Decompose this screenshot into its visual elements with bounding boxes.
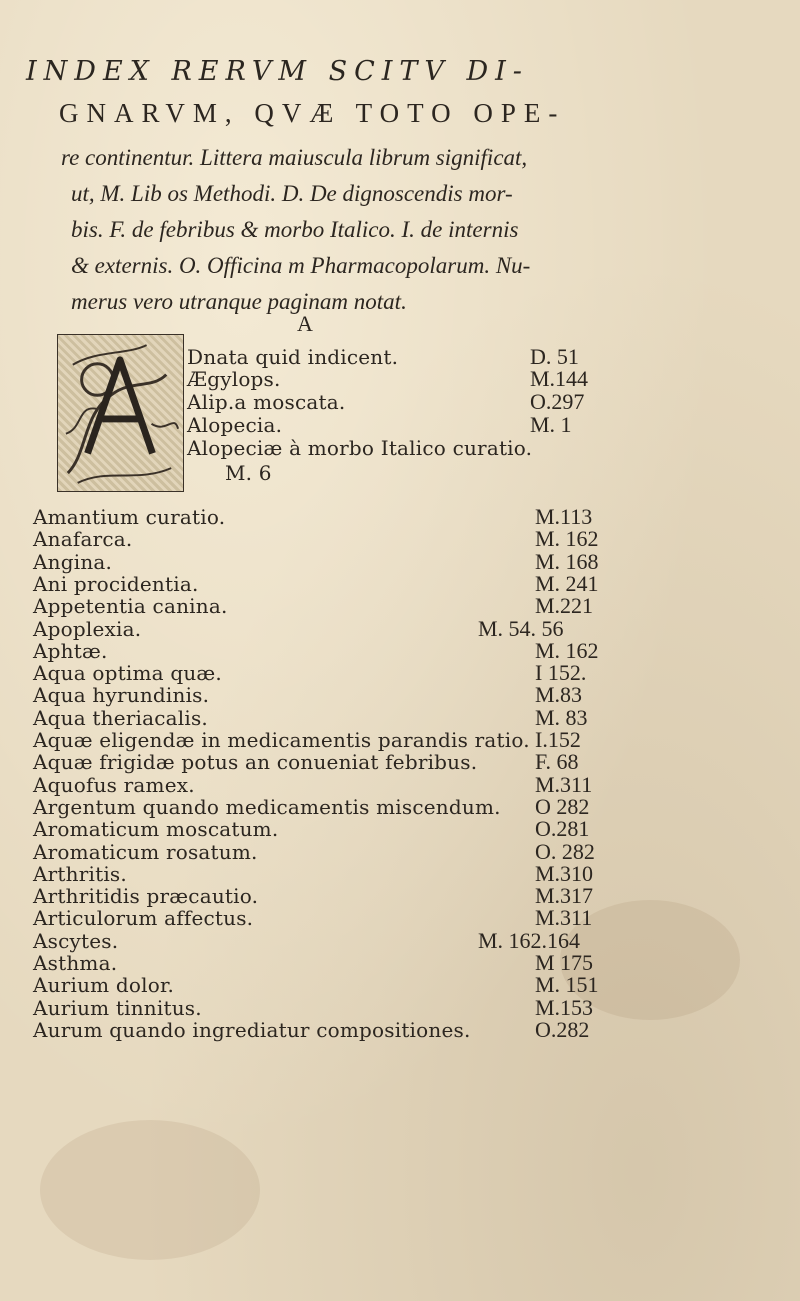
index-entry-term: M. 6 [225,461,272,485]
index-entry-term: Aquæ eligendæ in medicamentis parandis ratio. [33,728,530,752]
paper-stain [40,1120,260,1260]
index-entry-term: Ægylops. [187,367,281,391]
index-entry-ref: M. 54. 56 [478,615,564,641]
index-entry-ref: M.311 [535,771,593,797]
header-intro-line: ut, M. Lib os Methodi. D. De dignoscendis mor- [71,181,513,206]
index-entry-term: Anafarca. [33,527,133,552]
index-entry-ref: O.282 [535,1016,590,1042]
index-entry-ref: O.281 [535,816,590,842]
index-entry-term: Aphtæ. [33,638,108,663]
index-entry-ref: M. 162 [535,526,599,552]
index-entry-ref: M. 83 [535,704,588,730]
section-letter: A [297,311,313,336]
index-entry-term: Aurum quando ingrediatur compositiones. [33,1017,471,1042]
index-entry-term: Aqua hyrundinis. [33,683,210,708]
index-entry-ref: O. 282 [535,838,595,864]
index-entry-term: Aquæ frigidæ potus an conueniat febribus. [33,750,478,775]
index-entry-term: Asthma. [33,951,118,975]
index-entry-ref: M.221 [535,593,594,619]
index-entry-ref: M. 1 [530,412,572,437]
index-entry-term: Alopeciæ à morbo Italico curatio. [187,436,533,460]
index-entry-ref: M.113 [535,504,593,529]
index-entry-term: Aquofus ramex. [33,772,195,797]
header-title-line: GNARVM, QVÆ TOTO OPE- [59,98,566,128]
header-title-line: INDEX RERVM SCITV DI- [26,56,529,87]
index-entry-term: Arthritis. [33,861,127,886]
index-entry-ref: I.152 [535,727,581,752]
index-entry-term: Aqua optima quæ. [33,661,222,686]
ornamental-initial-A-icon [57,334,184,492]
index-entry-ref: I 152. [535,660,587,686]
index-entry-ref: O 282 [535,793,590,819]
index-entry-term: Apoplexia. [33,616,142,641]
header-intro-line: & externis. O. Officina m Pharmacopolarum. Nu- [71,253,531,278]
index-entry-term: Aromaticum rosatum. [33,839,258,864]
index-entry-term: Alopecia. [187,413,283,437]
index-entry-term: Amantium curatio. [33,505,226,529]
header-intro-line: merus vero utranque paginam notat. [71,289,407,314]
index-entry-ref: O.297 [530,389,585,414]
index-entry-ref: M.310 [535,860,594,886]
index-header [26,58,756,320]
index-entry-ref: M.83 [535,682,583,708]
index-entry-term: Ascytes. [33,928,119,953]
index-entry-term: Appetentia canina. [33,594,228,619]
index-entry-ref: M. 151 [535,972,599,998]
header-intro-line: bis. F. de febribus & morbo Italico. I. de internis [71,217,519,242]
index-entry-ref: M. 241 [535,570,599,596]
index-entry-ref: M.153 [535,994,594,1020]
index-entry-term: Articulorum affectus. [33,906,254,931]
index-entry-ref: M.311 [535,905,593,931]
index-entry-ref: M 175 [535,950,594,975]
index-entry-ref: D. 51 [530,344,579,369]
index-entry-term: Aromaticum moscatum. [33,817,279,842]
index-entry-term: Angina. [33,549,113,574]
index-entry-term: Arthritidis præcautio. [33,884,259,909]
index-entry-ref: M. 162.164 [478,927,581,953]
index-entry-term: Argentum quando medicamentis miscendum. [33,794,501,819]
index-entry-ref: M. 162 [535,637,599,663]
header-intro-line: re continentur. Littera maiuscula librum significat, [61,145,528,170]
index-entry-ref: M.317 [535,883,594,909]
index-entry-term: Ani procidentia. [33,571,199,596]
index-entry-term: Aurium dolor. [33,973,175,998]
index-entry-ref: M. 168 [535,548,599,574]
index-entry-term: Dnata quid indicent. [187,345,399,369]
index-entry-term: Aqua theriacalis. [33,705,208,730]
index-entry-ref: M.144 [530,366,589,391]
index-entry-term: Alip.a moscata. [187,390,346,414]
index-entry-term: Aurium tinnitus. [33,995,202,1020]
index-entry-ref: F. 68 [535,749,579,775]
